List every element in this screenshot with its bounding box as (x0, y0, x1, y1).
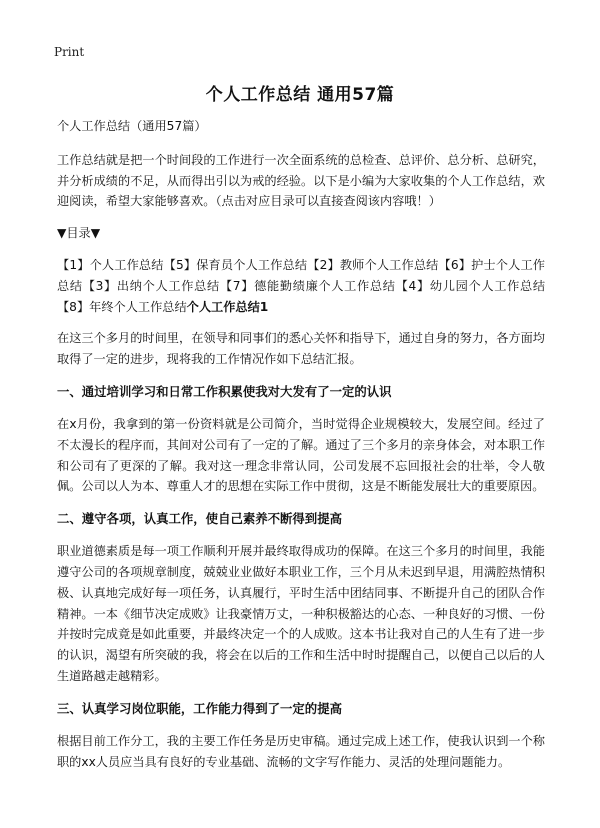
toc-item-year-end[interactable]: 【8】年终个人工作总结 (57, 299, 187, 314)
page-title: 个人工作总结 通用57篇 (205, 85, 395, 105)
toc-label[interactable] (57, 223, 545, 244)
paragraph-4: 根据目前工作分工，我的主要工作任务是历史审稿。通过完成上述工作，使我认识到一个称职的xx人员应当具有良好的专业基础、流畅的文字写作能力、灵活的处理问题能力。 (57, 733, 545, 769)
toc-item-nurse[interactable]: 【6】护士个人工作总结 (57, 257, 545, 293)
section-heading-2: 二、遵守各项，认真工作，使自己素养不断得到提高 (57, 511, 342, 527)
document-body (57, 116, 545, 772)
toc-item-cashier[interactable]: 【3】出纳个人工作总结 (82, 278, 220, 293)
section-title-1: 个人工作总结1 (186, 299, 269, 314)
toc-label-text[interactable]: ▼目录▼ (57, 226, 101, 241)
print-link[interactable]: Print (54, 45, 85, 59)
document-subtitle: 个人工作总结（通用57篇） (57, 119, 207, 133)
paragraph-2: 在x月份，我拿到的第一份资料就是公司简介，当时觉得企业规模较大，发展空间。经过了不太漫长的程序而，其间对公司有了一定的了解。通过了三个多月的亲身体会，对本职工作和公司有了更深的了解。我对这一理念非常认同，公司发展不忘回报社会的壮举，令人敬佩。公司以人为本、尊重人才的思想在实际工作中贯彻，这是不断能发展壮大的重要原因。 (57, 416, 545, 494)
table-of-contents (57, 255, 545, 317)
toc-item-nursery-staff[interactable]: 【5】保育员个人工作总结 (163, 257, 308, 272)
section-heading-3: 三、认真学习岗位职能，工作能力得到了一定的提高 (57, 700, 342, 716)
paragraph-1: 在这三个多月的时间里，在领导和同事们的悉心关怀和指导下，通过自身的努力，各方面均取得了一定的进步，现将我的工作情况作如下总结汇报。 (57, 331, 545, 367)
toc-item-teacher[interactable]: 【2】教师个人工作总结 (307, 257, 439, 272)
toc-item-personal-summary[interactable]: 【1】个人工作总结 (57, 257, 164, 272)
toc-item-kindergarten[interactable]: 【4】幼儿园个人工作总结 (395, 278, 546, 293)
toc-item-ethics-ability[interactable]: 【7】德能勤绩廉个人工作总结 (219, 278, 396, 293)
section-heading-1: 一、通过培训学习和日常工作积累使我对大发有了一定的认识 (57, 383, 392, 399)
paragraph-3: 职业道德素质是每一项工作顺利开展并最终取得成功的保障。在这三个多月的时间里，我能遵守公司的各项规章制度，兢兢业业做好本职业工作，三个月从未迟到早退，用满腔热情积极、认真地完成好每一项任务，认真履行，平时生活中团结同事、不断提升自己的团队合作精神。一本《细节决定成败》让我豪情万丈，一种积极豁达的心态、一种良好的习惯、一份并按时完成竟是如此重要，并最终决定一个的人成败。这本书让我对自己的人生有了进一步的认识，渴望有所突破的我，将会在以后的工作和生活中时时提醒自己，以便自己以后的人生道路越走越精彩。 (57, 544, 545, 683)
intro-paragraph: 工作总结就是把一个时间段的工作进行一次全面系统的总检查、总评价、总分析、总研究，并分析成绩的不足，从而得出引以为戒的经验。以下是小编为大家收集的个人工作总结，欢迎阅读，希望大家能够喜欢。（点击对应目录可以直接查阅该内容哦！） (57, 152, 545, 209)
